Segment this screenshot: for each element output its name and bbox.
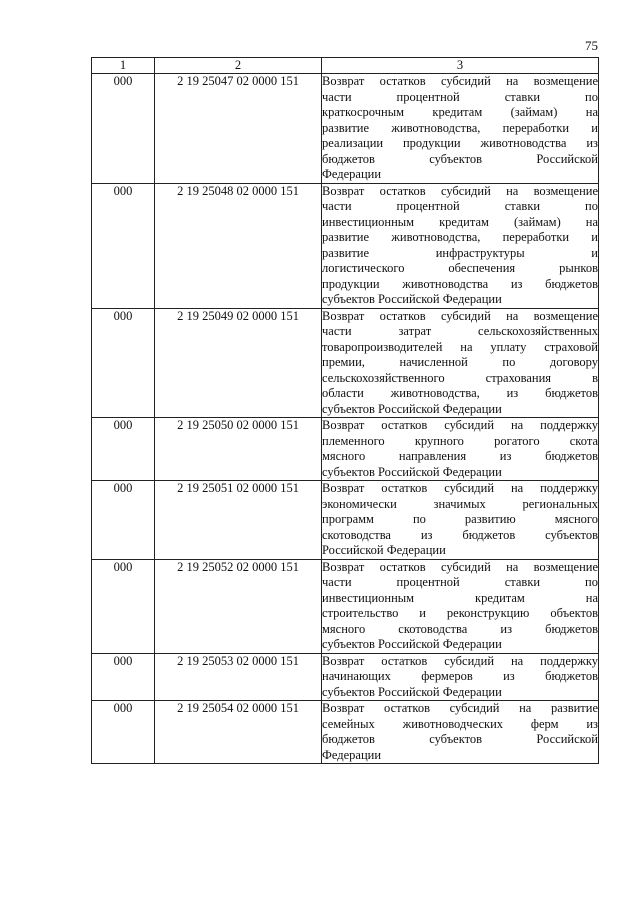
budget-code-cell: 2 19 25049 02 0000 151 [155,308,322,418]
budget-code-cell: 2 19 25053 02 0000 151 [155,653,322,701]
budget-code-cell: 2 19 25052 02 0000 151 [155,559,322,653]
description-line: Возврат остатков субсидий на возмещение [322,559,598,574]
budget-code-cell: 2 19 25051 02 0000 151 [155,481,322,560]
description-line: товаропроизводителей на уплату страховой [322,339,598,354]
table-row [92,701,599,764]
table-row [92,183,599,308]
description-line: субъектов Российской Федерации [322,401,502,416]
table-row [92,481,599,560]
description-line: субъектов Российской Федерации [322,464,502,479]
budget-code-cell: 2 19 25048 02 0000 151 [155,183,322,308]
description-line: программ по развитию мясного [322,512,598,526]
description-cell [322,183,599,308]
description-cell [322,481,599,560]
description-line: инвестиционным кредитам на [322,590,598,605]
column-header-1: 1 [92,58,155,74]
table-body [92,58,599,764]
column-header-2: 2 [155,58,322,74]
description-line: строительство и реконструкцию объектов [322,606,598,620]
description-cell [322,701,599,764]
description-line: племенного крупного рогатого скота [322,433,598,448]
description-cell [322,74,599,184]
description-line: краткосрочным кредитам (займам) на [322,105,598,119]
description-line: Возврат остатков субсидий на развитие [322,701,598,715]
description-line: реализации продукции животноводства из [322,136,598,150]
admin-code-cell: 000 [92,308,155,418]
description-line: экономически значимых региональных [322,496,598,511]
table-row [92,559,599,653]
description-line: мясного скотоводства из бюджетов [322,621,598,636]
description-line: субъектов Российской Федерации [322,637,502,651]
description-line: семейных животноводческих ферм из [322,716,598,731]
description-line: развитие животноводства, переработки и [322,230,598,244]
description-line: логистического обеспечения рынков [322,261,598,275]
description-line: Возврат остатков субсидий на поддержку [322,418,598,432]
description-line: части процентной ставки по [322,575,598,589]
description-line: Возврат остатков субсидий на возмещение [322,308,598,323]
admin-code-cell: 000 [92,74,155,184]
description-line: инвестиционным кредитам (займам) на [322,214,598,229]
table-row [92,653,599,701]
description-line: части процентной ставки по [322,199,598,213]
admin-code-cell: 000 [92,183,155,308]
description-line: части затрат сельскохозяйственных [322,324,598,338]
description-line: сельскохозяйственного страхования в [322,370,598,385]
description-line: части процентной ставки по [322,89,598,104]
description-line: начинающих фермеров из бюджетов [322,669,598,683]
description-cell [322,418,599,481]
column-header-3: 3 [322,58,599,74]
budget-code-cell: 2 19 25050 02 0000 151 [155,418,322,481]
description-line: Федерации [322,167,382,181]
admin-code-cell: 000 [92,653,155,701]
admin-code-cell: 000 [92,701,155,764]
table-row [92,74,599,184]
page-number: 75 [585,38,598,53]
description-line: Возврат остатков субсидий на поддержку [322,653,598,668]
admin-code-cell: 000 [92,559,155,653]
description-line: субъектов Российской Федерации [322,684,502,699]
description-line: субъектов Российской Федерации [322,292,502,306]
table-header-row [92,58,599,74]
budget-code-cell: 2 19 25054 02 0000 151 [155,701,322,764]
description-line: бюджетов субъектов Российской [322,151,598,166]
budget-code-cell: 2 19 25047 02 0000 151 [155,74,322,184]
description-cell [322,559,599,653]
table-row [92,418,599,481]
description-line: продукции животноводства из бюджетов [322,276,598,291]
description-line: развитие животноводства, переработки и [322,120,598,135]
table-row [92,308,599,418]
description-cell [322,653,599,701]
description-line: скотоводства из бюджетов субъектов [322,527,598,542]
description-line: Федерации [322,747,382,762]
description-line: Возврат остатков субсидий на возмещение [322,183,598,198]
description-line: Российской Федерации [322,543,446,557]
admin-code-cell: 000 [92,481,155,560]
budget-classification-table [91,57,599,764]
description-line: премии, начисленной по договору [322,355,598,369]
description-line: области животноводства, из бюджетов [322,386,598,400]
admin-code-cell: 000 [92,418,155,481]
description-line: развитие инфраструктуры и [322,245,598,260]
description-line: Возврат остатков субсидий на поддержку [322,481,598,495]
description-line: бюджетов субъектов Российской [322,732,598,746]
description-line: мясного направления из бюджетов [322,449,598,463]
description-cell [322,308,599,418]
description-line: Возврат остатков субсидий на возмещение [322,74,598,88]
